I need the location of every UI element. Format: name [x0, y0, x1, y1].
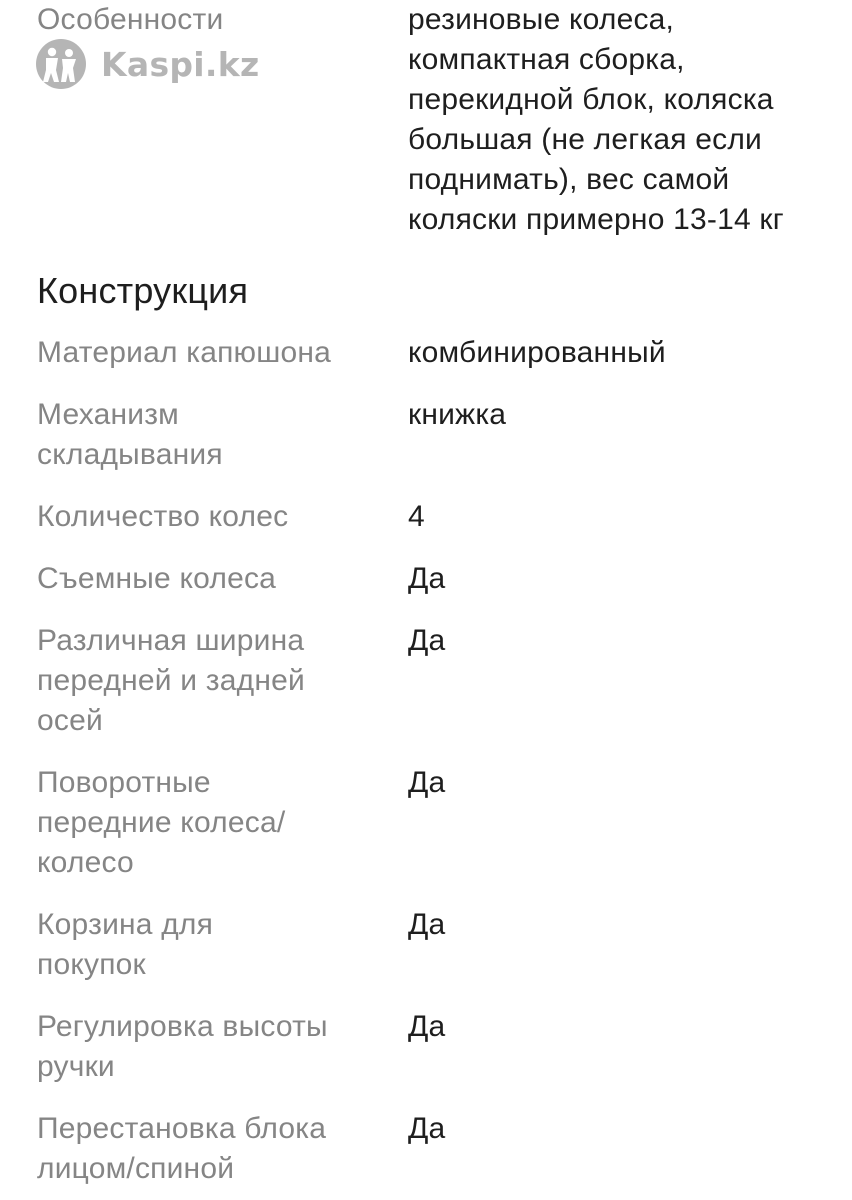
- spec-label-line: лицом/спиной: [37, 1152, 235, 1185]
- kaspi-watermark: [35, 38, 260, 90]
- spec-label-line: передней и задней: [37, 664, 305, 697]
- spec-value: Да: [408, 624, 446, 657]
- spec-value: Да: [408, 1010, 446, 1043]
- spec-label: [37, 1109, 367, 1189]
- spec-label-line: Регулировка высоты: [37, 1010, 328, 1043]
- spec-label: [37, 1007, 367, 1087]
- spec-value: Да: [408, 908, 446, 941]
- spec-label-line: Механизм: [37, 398, 180, 431]
- spec-value: [408, 0, 838, 240]
- spec-label: [37, 497, 367, 537]
- spec-value: Да: [408, 562, 446, 595]
- spec-value: комбинированный: [408, 336, 666, 369]
- spec-value-line: поднимать), вес самой: [408, 163, 730, 196]
- spec-value-line: коляски примерно 13-14 кг: [408, 203, 784, 236]
- spec-label-line: передние колеса/: [37, 806, 286, 839]
- spec-label-line: Перестановка блока: [37, 1112, 327, 1145]
- spec-label: [37, 905, 367, 985]
- spec-label-line: покупок: [37, 948, 146, 981]
- spec-value: книжка: [408, 398, 507, 431]
- spec-label-line: колесо: [37, 846, 134, 879]
- spec-label-line: Различная ширина: [37, 624, 305, 657]
- spec-label-line: Съемные колеса: [37, 562, 277, 595]
- spec-value-line: перекидной блок, коляска: [408, 83, 774, 116]
- kaspi-logo-icon: [35, 38, 87, 90]
- section-title: Конструкция: [37, 270, 249, 311]
- spec-value-line: резиновые колеса,: [408, 3, 675, 36]
- watermark-text: Kaspi.kz: [101, 44, 260, 84]
- spec-label-line: Корзина для: [37, 908, 214, 941]
- spec-value: Да: [408, 1112, 446, 1145]
- spec-label: [37, 559, 367, 599]
- spec-label: [37, 333, 367, 373]
- spec-label: [37, 395, 367, 475]
- spec-label-line: ручки: [37, 1050, 115, 1083]
- spec-value-line: большая (не легкая если: [408, 123, 762, 156]
- spec-label-line: Особенности: [37, 3, 224, 36]
- spec-label-line: осей: [37, 704, 103, 737]
- spec-label: [37, 621, 367, 741]
- spec-label-line: Поворотные: [37, 766, 211, 799]
- spec-value-line: компактная сборка,: [408, 43, 685, 76]
- spec-label-line: Материал капюшона: [37, 336, 332, 369]
- spec-label: [37, 763, 367, 883]
- spec-value: Да: [408, 766, 446, 799]
- spec-label: [37, 0, 367, 40]
- spec-label-line: складывания: [37, 438, 223, 471]
- spec-value: 4: [408, 500, 425, 533]
- spec-label-line: Количество колес: [37, 500, 289, 533]
